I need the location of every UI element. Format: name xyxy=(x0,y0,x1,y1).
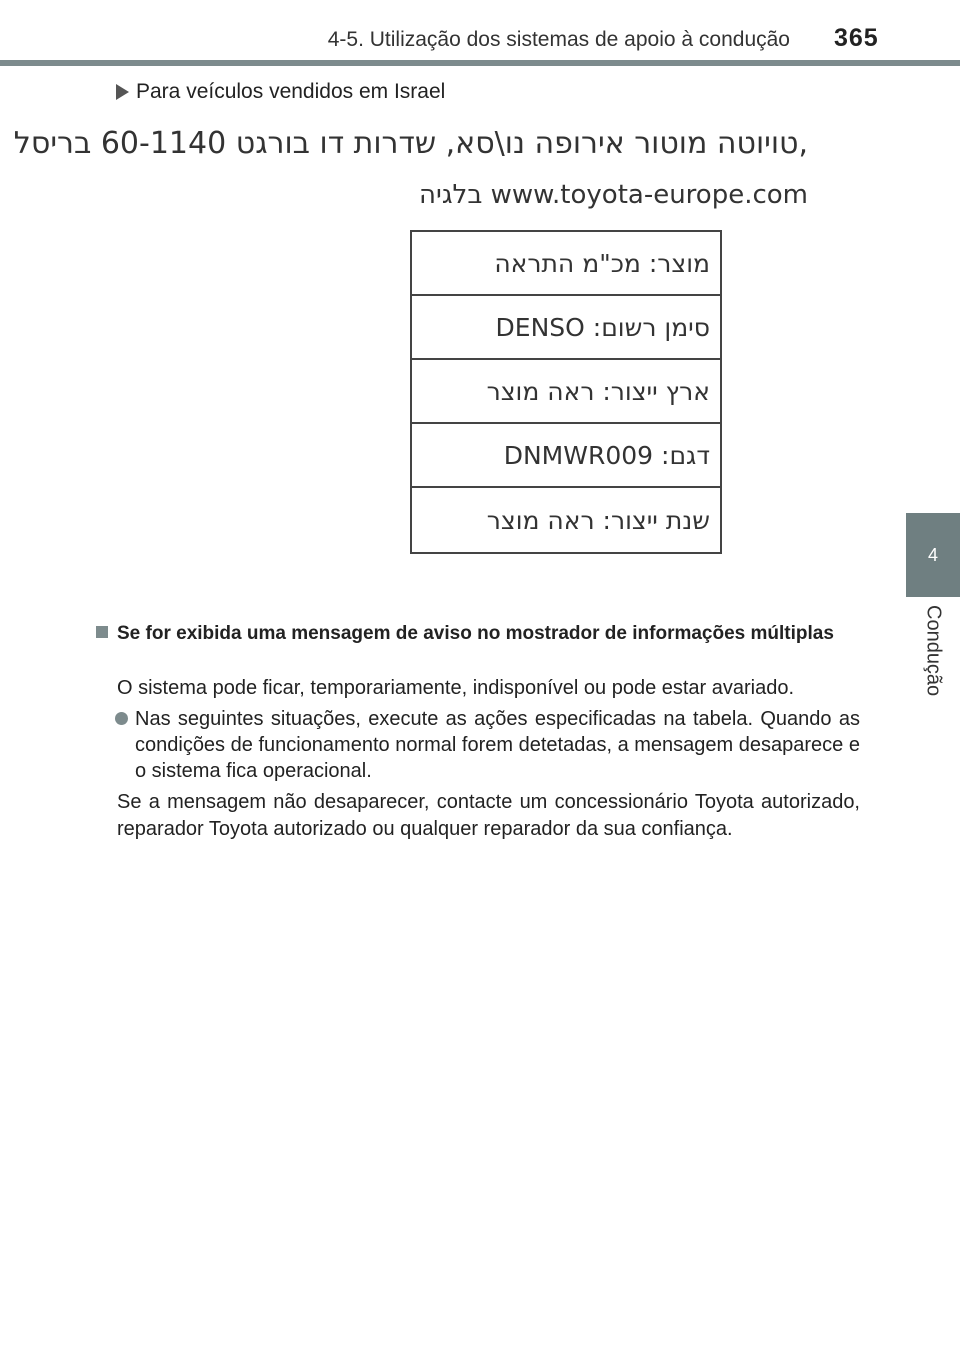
chapter-label xyxy=(906,605,960,725)
bullet-text: Nas seguintes situações, execute as ações especificadas na tabela. Quando as condições de funcionamento normal forem detetadas, a mensagem desaparece e o sistema fica operacional. xyxy=(135,708,860,782)
sub-heading xyxy=(116,80,445,104)
label-row: סימן רשום: DENSO xyxy=(412,296,720,360)
label-row: שנת ייצור: ראה מוצר xyxy=(486,505,710,535)
paragraph-status: O sistema pode ficar, temporariamente, indisponível ou pode estar avariado. xyxy=(117,677,795,699)
label-row: מוצר: מכ"מ התראה xyxy=(412,232,720,296)
label-address-line: ,טויוטה מוטור אירופה נו\סא, שדרות דו בורגט 60-1140 בריסל xyxy=(13,126,808,161)
label-table xyxy=(410,230,722,554)
header-rule xyxy=(0,60,960,66)
chapter-tab[interactable] xyxy=(906,513,960,597)
paragraph-contact: Se a mensagem não desaparecer, contacte um concessionário Toyota autorizado, reparador Toyota autorizado ou qualquer reparador da sua confiança. xyxy=(117,791,860,840)
circle-bullet-icon xyxy=(115,712,128,725)
chapter-label-text: Condução xyxy=(922,605,945,697)
label-website-line: www.toyota-europe.com בלגיה xyxy=(419,180,808,210)
bullet-item xyxy=(115,706,860,784)
label-row: דגם: DNMWR009 xyxy=(412,424,720,488)
israel-label-image xyxy=(13,118,870,573)
square-bullet-icon xyxy=(96,626,108,638)
header-title: 4-5. Utilização dos sistemas de apoio à condução xyxy=(327,28,790,51)
page-number: 365 xyxy=(834,24,879,52)
triangle-bullet-icon xyxy=(116,84,129,100)
label-row: ארץ ייצור: ראה מוצר xyxy=(412,360,720,424)
sub-heading-text: Para veículos vendidos em Israel xyxy=(136,80,446,103)
section-heading-text: Se for exibida uma mensagem de aviso no mostrador de informações múltiplas xyxy=(117,623,834,644)
section-heading xyxy=(96,620,860,648)
chapter-number: 4 xyxy=(927,544,938,565)
